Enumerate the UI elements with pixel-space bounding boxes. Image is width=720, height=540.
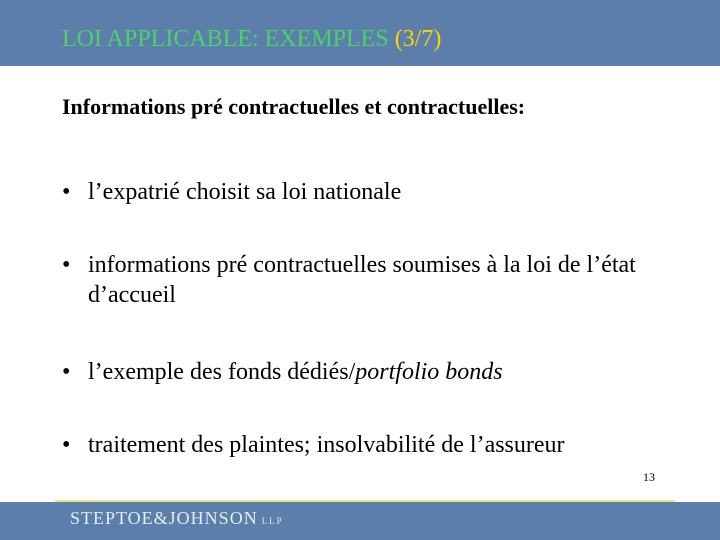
bullet-text-italic: portfolio bonds bbox=[355, 359, 503, 385]
bullet-text: informations pré contractuelles soumises à la loi de l’état d’accueil bbox=[88, 252, 636, 308]
bullet-dot-icon: • bbox=[62, 359, 71, 385]
bullet-item bbox=[62, 357, 682, 387]
slide-title bbox=[62, 24, 441, 54]
bullet-text: traitement des plaintes; insolvabilité de l’assureur bbox=[88, 432, 565, 458]
bullet-dot-icon: • bbox=[62, 179, 71, 205]
bullet-dot-icon: • bbox=[62, 432, 71, 458]
bullet-text bbox=[88, 357, 682, 387]
footer-logo bbox=[70, 508, 284, 529]
slide-title-part: (3/7) bbox=[394, 26, 442, 52]
footer-logo-text: STEPTOE&JOHNSON bbox=[70, 508, 258, 528]
footer-logo-suffix: LLP bbox=[261, 516, 284, 526]
slide-title-main: LOI APPLICABLE: EXEMPLES bbox=[62, 26, 395, 52]
bullet-text: l’expatrié choisit sa loi nationale bbox=[88, 179, 402, 205]
bullet-text-regular: l’exemple des fonds dédiés/ bbox=[88, 359, 356, 385]
bullet-item bbox=[62, 250, 682, 310]
slide-subtitle: Informations pré contractuelles et contractuelles: bbox=[62, 94, 526, 119]
bullet-item bbox=[62, 430, 682, 460]
page-number: 13 bbox=[643, 470, 655, 484]
bullet-dot-icon: • bbox=[62, 252, 71, 278]
bullet-item bbox=[62, 177, 682, 207]
